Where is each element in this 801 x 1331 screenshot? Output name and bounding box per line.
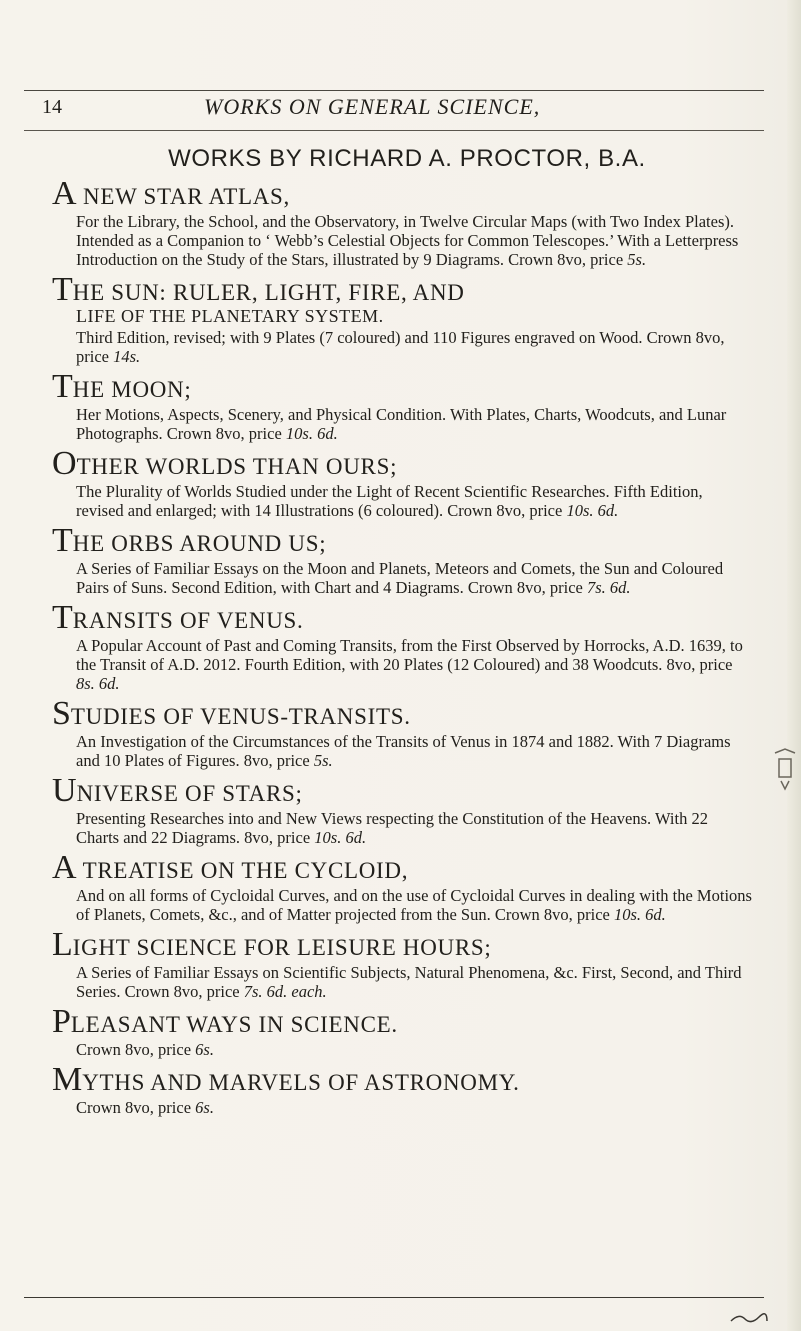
entry-price: 6s. — [195, 1098, 214, 1117]
entry-description — [52, 809, 752, 847]
entry-title-initial: T — [52, 271, 73, 308]
book-entry — [52, 175, 752, 269]
entry-description — [52, 963, 752, 1001]
entry-description-text: Presenting Researches into and New Views respecting the Constitution of the Heavens. With 22 Charts and 22 Diagrams. 8vo, price — [76, 809, 708, 847]
entry-title-initial: S — [52, 695, 71, 732]
entry-description-text: Crown 8vo, price — [76, 1040, 196, 1059]
entry-price: 14s. — [113, 347, 141, 366]
entry-description-text: A Popular Account of Past and Coming Transits, from the First Observed by Horrocks, A.D. 1639, to the Transit of A.D. 2012. Fourth Edition, with 20 Plates (12 Coloured) and 38 Woodcuts. 8vo, price — [76, 636, 743, 674]
entry-title-text: LEASANT WAYS IN SCIENCE. — [70, 1012, 398, 1037]
entry-title — [52, 445, 752, 482]
running-head: WORKS ON GENERAL SCIENCE, — [204, 94, 541, 119]
pencil-mark-icon — [729, 1311, 769, 1323]
catalogue-title: WORKS BY RICHARD A. PROCTOR, B.A. — [168, 145, 646, 172]
header-rule — [24, 130, 764, 131]
entry-title — [52, 1061, 752, 1098]
entry-title-initial: T — [52, 599, 73, 636]
entry-description — [52, 886, 752, 924]
entry-list — [52, 175, 752, 1117]
entry-price: 7s. 6d. — [586, 578, 631, 597]
entry-description-text: An Investigation of the Circumstances of the Transits of Venus in 1874 and 1882. With 7 Diagrams and 10 Plates of Figures. 8vo, price — [76, 732, 731, 770]
entry-description — [52, 1098, 752, 1117]
book-entry — [52, 772, 752, 847]
book-entry — [52, 849, 752, 924]
entry-description — [52, 482, 752, 520]
entry-title-text: HE ORBS AROUND US; — [72, 531, 327, 556]
entry-title-text: THER WORLDS THAN OURS; — [76, 454, 398, 479]
entry-title-text: NEW STAR ATLAS, — [76, 184, 290, 209]
entry-description-text: A Series of Familiar Essays on the Moon and Planets, Meteors and Comets, the Sun and Coloured Pairs of Suns. Second Edition, with Chart and 4 Diagrams. Crown 8vo, price — [76, 559, 724, 597]
entry-title-initial: P — [52, 1003, 71, 1040]
entry-title-initial: U — [52, 772, 77, 809]
entry-title-text: YTHS AND MARVELS OF ASTRONOMY. — [82, 1070, 520, 1095]
entry-title-initial: L — [52, 926, 73, 963]
entry-price: 7s. 6d. each. — [243, 982, 327, 1001]
entry-title-initial: A — [52, 175, 77, 212]
book-entry — [52, 599, 752, 693]
bottom-rule — [24, 1297, 764, 1298]
entry-description-text: Third Edition, revised; with 9 Plates (7 coloured) and 110 Figures engraved on Wood. Crown 8vo, price — [76, 328, 725, 366]
entry-description — [52, 1040, 752, 1059]
entry-title — [52, 522, 752, 559]
entry-price: 10s. 6d. — [285, 424, 338, 443]
entry-price: 10s. 6d. — [314, 828, 367, 847]
entry-title-text: RANSITS OF VENUS. — [72, 608, 304, 633]
entry-title — [52, 772, 752, 809]
entry-title-initial: M — [52, 1061, 83, 1098]
entry-description — [52, 559, 752, 597]
entry-title — [52, 695, 752, 732]
entry-price: 8s. 6d. — [76, 674, 120, 693]
entry-price: 10s. 6d. — [566, 501, 619, 520]
book-entry — [52, 1003, 752, 1059]
entry-title — [52, 849, 752, 886]
entry-price: 5s. — [627, 250, 647, 269]
entry-title-initial: T — [52, 368, 73, 405]
entry-title-text: HE SUN: RULER, LIGHT, FIRE, AND — [72, 280, 465, 305]
entry-description-text: A Series of Familiar Essays on Scientific Subjects, Natural Phenomena, &c. First, Second, and Third Series. Crown 8vo, price — [76, 963, 742, 1001]
entry-title — [52, 271, 752, 308]
entry-price: 6s. — [195, 1040, 214, 1059]
book-entry — [52, 368, 752, 443]
entry-description — [52, 405, 752, 443]
edge-ornament-icon — [771, 745, 799, 805]
entry-description-text: Her Motions, Aspects, Scenery, and Physical Condition. With Plates, Charts, Woodcuts, and Lunar Photographs. Crown 8vo, price — [76, 405, 727, 443]
entry-title — [52, 926, 752, 963]
entry-title-initial: T — [52, 522, 73, 559]
entry-description-text: And on all forms of Cycloidal Curves, and on the use of Cycloidal Curves in dealing with the Motions of Planets, Comets, &c., and of Matter projected from the Sun. Crown 8vo, price — [76, 886, 752, 924]
entry-description — [52, 732, 752, 770]
top-rule — [24, 90, 764, 91]
entry-description-text: Crown 8vo, price — [76, 1098, 196, 1117]
book-entry — [52, 271, 752, 366]
entry-description — [52, 636, 752, 693]
entry-title-text: IGHT SCIENCE FOR LEISURE HOURS; — [72, 935, 492, 960]
entry-price: 10s. 6d. — [613, 905, 666, 924]
book-entry — [52, 1061, 752, 1117]
catalogue-content — [52, 145, 752, 1125]
entry-title-text: TUDIES OF VENUS-TRANSITS. — [70, 704, 411, 729]
entry-title — [52, 368, 752, 405]
book-entry — [52, 926, 752, 1001]
book-entry — [52, 445, 752, 520]
entry-description — [52, 328, 752, 366]
entry-description-text: The Plurality of Worlds Studied under the Light of Recent Scientific Researches. Fifth Edition, revised and enlarged; with 14 Illustrations (6 coloured). Crown 8vo, price — [76, 482, 703, 520]
book-entry — [52, 695, 752, 770]
entry-title — [52, 599, 752, 636]
entry-title-text: HE MOON; — [72, 377, 192, 402]
book-entry — [52, 522, 752, 597]
page-number: 14 — [42, 96, 62, 118]
entry-description-text: For the Library, the School, and the Observatory, in Twelve Circular Maps (with Two Index Plates). Intended as a Companion to ‘ Webb’s Celestial Objects for Common Telescopes.’ With a Letterpress Introduction on the Study of the Stars, illustrated by 9 Diagrams. Crown 8vo, price — [76, 212, 739, 269]
entry-title — [52, 175, 752, 212]
entry-title — [52, 1003, 752, 1040]
page-edge — [787, 0, 801, 1331]
entry-title-initial: O — [52, 445, 77, 482]
entry-title-text: NIVERSE OF STARS; — [76, 781, 303, 806]
entry-title-initial: A — [52, 849, 77, 886]
entry-title-text: TREATISE ON THE CYCLOID, — [76, 858, 409, 883]
entry-subtitle: LIFE OF THE PLANETARY SYSTEM. — [76, 306, 384, 326]
entry-price: 5s. — [313, 751, 333, 770]
entry-description — [52, 212, 752, 269]
